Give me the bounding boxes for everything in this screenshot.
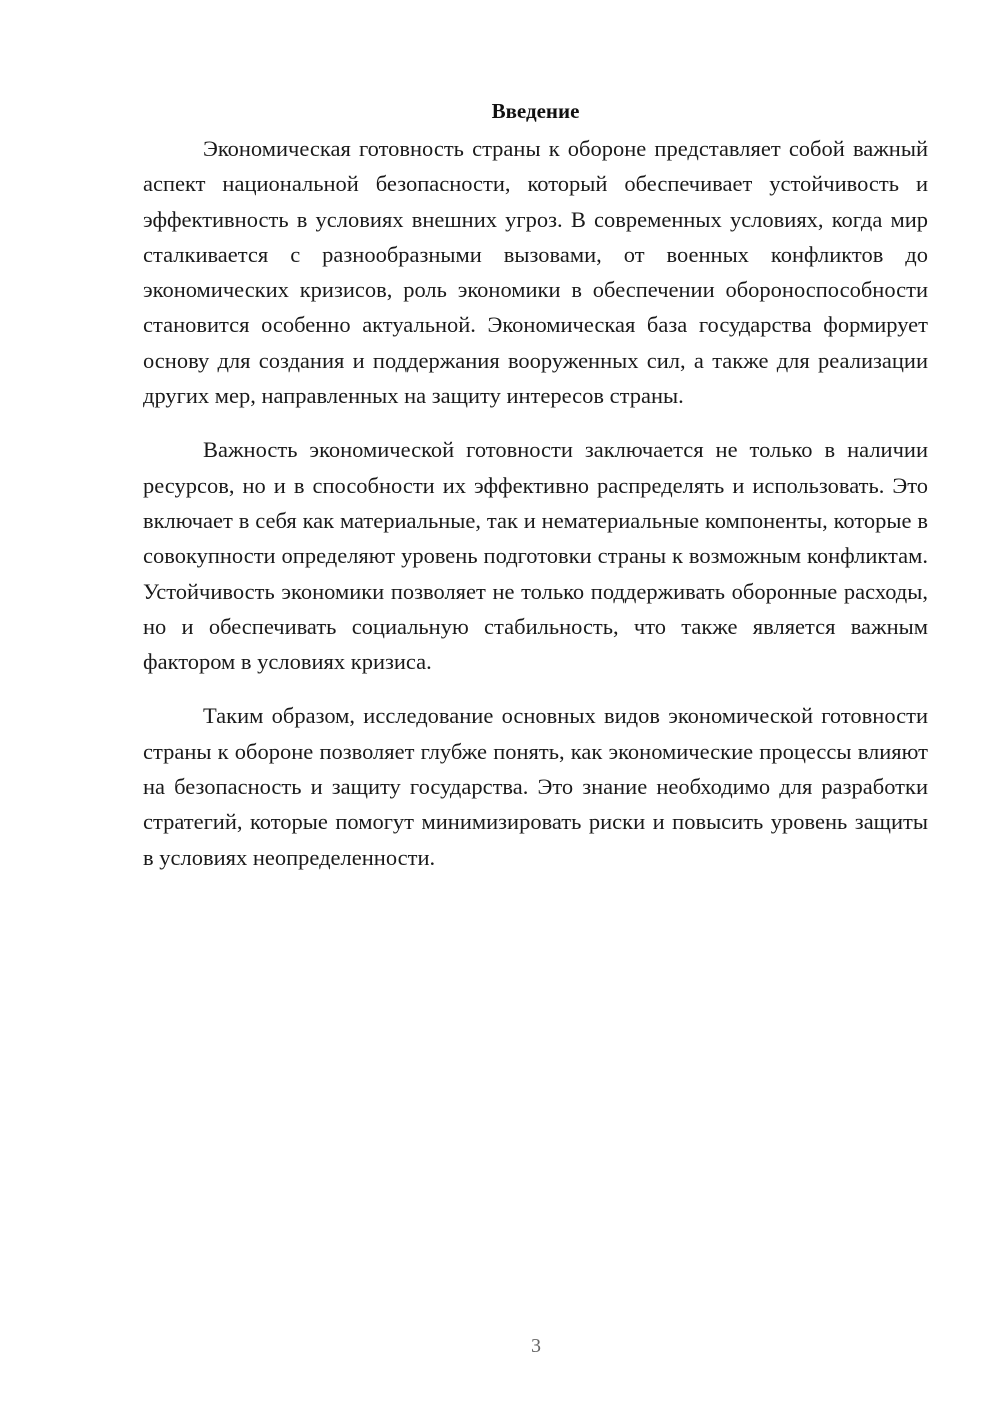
- page-content: [143, 95, 928, 894]
- paragraph-2: Важность экономической готовности заключается не только в наличии ресурсов, но и в способности их эффективно распределять и использовать. Это включает в себя как материальные, так и нематериальные компоненты, которые в совокупности определяют уровень подготовки страны к возможным конфликтам. Устойчивость экономики позволяет не только поддерживать оборонные расходы, но и обеспечивать социальную стабильность, что также является важным фактором в условиях кризиса.: [143, 437, 928, 675]
- paragraph-1: Экономическая готовность страны к обороне представляет собой важный аспект национальной безопасности, который обеспечивает устойчивость и эффективность в условиях внешних угроз. В современных условиях, когда мир сталкивается с разнообразными вызовами, от военных конфликтов до экономических кризисов, роль экономики в обеспечении обороноспособности становится особенно актуальной. Экономическая база государства формирует основу для создания и поддержания вооруженных сил, а также для реализации других мер, направленных на защиту интересов страны.: [143, 136, 928, 409]
- page-number: 3: [531, 1335, 541, 1357]
- section-title: Введение: [491, 99, 580, 123]
- paragraph-3: Таким образом, исследование основных видов экономической готовности страны к обороне позволяет глубже понять, как экономические процессы влияют на безопасность и защиту государства. Это знание необходимо для разработки стратегий, которые помогут минимизировать риски и повысить уровень защиты в условиях неопределенности.: [143, 703, 928, 870]
